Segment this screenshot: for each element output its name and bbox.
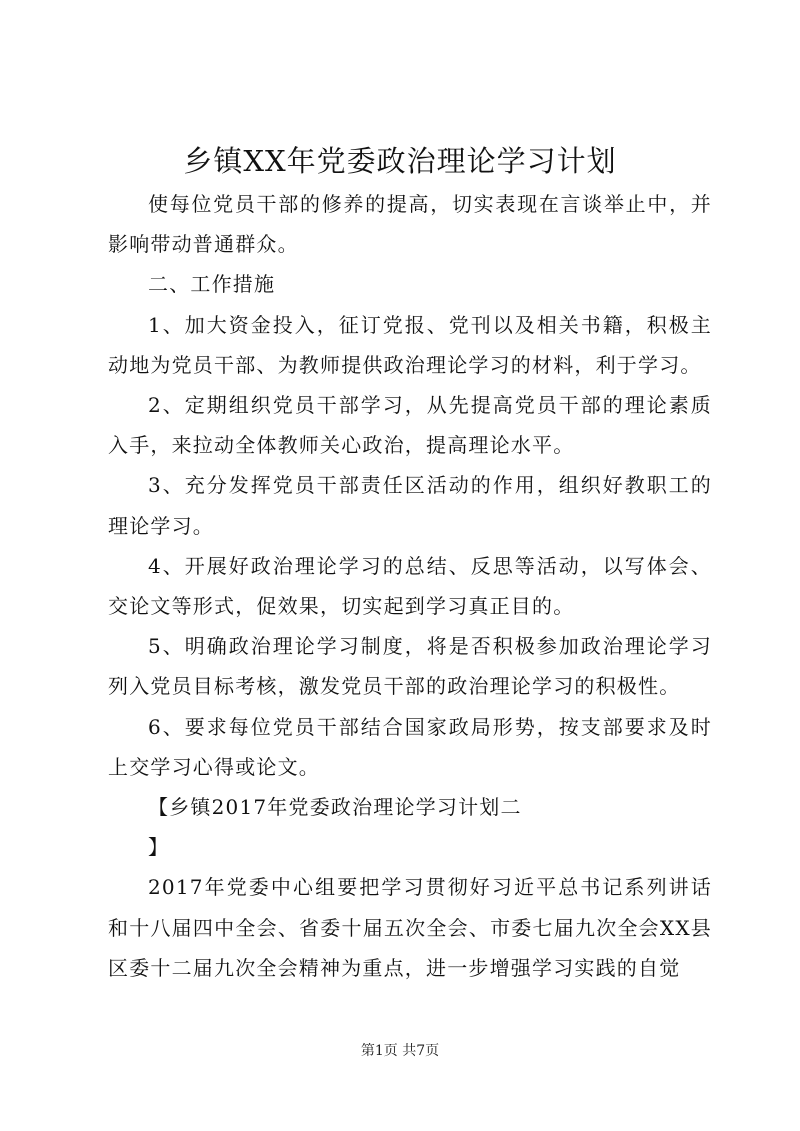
- section-title-plan-two-close-bracket: 】: [148, 835, 170, 860]
- paragraph-measure-6: 6、要求每位党员干部结合国家政局形势，按支部要求及时上交学习心得或论文。: [108, 714, 712, 779]
- paragraph-measure-1: 1、加大资金投入，征订党报、党刊以及相关书籍，积极主动地为党员干部、为教师提供政治理论学习的材料，利于学习。: [108, 312, 712, 377]
- paragraph-intro-continuation: 使每位党员干部的修养的提高，切实表现在言谈举止中，并影响带动普通群众。: [108, 192, 712, 257]
- document-body: [108, 184, 712, 988]
- section-heading-work-measures: 二、工作措施: [148, 272, 276, 297]
- paragraph-plan-two-intro: 2017年党委中心组要把学习贯彻好习近平总书记系列讲话和十八届四中全会、省委十届五次全会、市委七届九次全会XX县区委十二届九次全会精神为重点，进一步增强学习实践的自觉: [108, 875, 712, 980]
- paragraph-measure-4: 4、开展好政治理论学习的总结、反思等活动，以写体会、交论文等形式，促效果，切实起到学习真正目的。: [108, 553, 712, 619]
- paragraph-measure-5: 5、明确政治理论学习制度，将是否积极参加政治理论学习列入党员目标考核，激发党员干部的政治理论学习的积极性。: [108, 634, 712, 699]
- section-title-plan-two: 【乡镇2017年党委政治理论学习计划二: [148, 795, 522, 820]
- document-title: 乡镇XX年党委政治理论学习计划: [183, 144, 617, 178]
- paragraph-measure-3: 3、充分发挥党员干部责任区活动的作用，组织好教职工的理论学习。: [108, 473, 712, 538]
- page-number-footer: 第1页 共7页: [360, 1043, 440, 1059]
- paragraph-measure-2: 2、定期组织党员干部学习，从先提高党员干部的理论素质入手，来拉动全体教师关心政治，提高理论水平。: [108, 393, 712, 458]
